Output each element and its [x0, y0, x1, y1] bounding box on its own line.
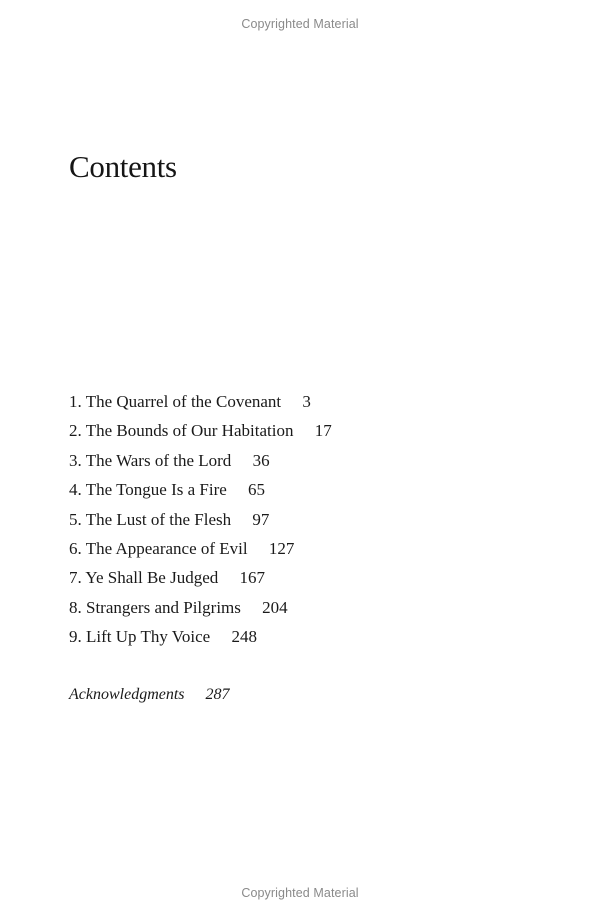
- toc-entry-acknowledgments[interactable]: [69, 686, 230, 704]
- chapter-number: 9.: [69, 627, 82, 647]
- chapter-number: 7.: [69, 568, 82, 588]
- chapter-title: The Appearance of Evil: [85, 538, 248, 558]
- acknowledgments-title: Acknowledgments: [69, 686, 185, 703]
- page-number: 127: [268, 538, 295, 558]
- chapter-title: The Tongue Is a Fire: [85, 480, 227, 500]
- chapter-number: 4.: [69, 480, 82, 500]
- chapter-number: 5.: [69, 509, 82, 529]
- chapter-number: 3.: [69, 450, 82, 470]
- toc-entry[interactable]: [69, 566, 332, 595]
- chapter-number: 8.: [69, 597, 82, 617]
- chapter-title: Lift Up Thy Voice: [86, 627, 211, 647]
- chapter-title: The Wars of the Lord: [85, 450, 232, 470]
- chapter-title: The Lust of the Flesh: [85, 509, 232, 529]
- page-number: 167: [239, 568, 265, 588]
- chapter-title: The Bounds of Our Habitation: [85, 421, 294, 441]
- toc-entry[interactable]: [69, 537, 332, 566]
- toc-entry[interactable]: [69, 449, 332, 478]
- toc-entry[interactable]: [69, 390, 332, 419]
- page-number: 97: [252, 509, 270, 529]
- page-number: 36: [252, 450, 270, 470]
- page-title: Contents: [69, 149, 177, 184]
- chapter-title: Ye Shall Be Judged: [85, 568, 219, 588]
- toc-entry[interactable]: [69, 508, 332, 537]
- page-number: 3: [302, 392, 311, 411]
- chapter-number: 6.: [69, 538, 82, 558]
- copyright-watermark-top: Copyrighted Material: [241, 17, 359, 31]
- page-number: 248: [231, 627, 257, 647]
- toc-entry[interactable]: [69, 419, 332, 448]
- page-number: 204: [262, 597, 288, 617]
- copyright-watermark-bottom: Copyrighted Material: [241, 886, 359, 900]
- chapter-title: Strangers and Pilgrims: [86, 597, 241, 617]
- page-number: 65: [248, 480, 266, 500]
- table-of-contents: [69, 390, 332, 655]
- toc-entry[interactable]: [69, 596, 332, 625]
- chapter-title: The Quarrel of the Covenant: [85, 392, 282, 411]
- toc-entry[interactable]: [69, 478, 332, 507]
- page-number: 17: [314, 421, 332, 441]
- chapter-number: 2.: [69, 421, 82, 441]
- page-number: 287: [205, 686, 230, 703]
- chapter-number: 1.: [69, 392, 82, 411]
- toc-entry[interactable]: [69, 625, 332, 654]
